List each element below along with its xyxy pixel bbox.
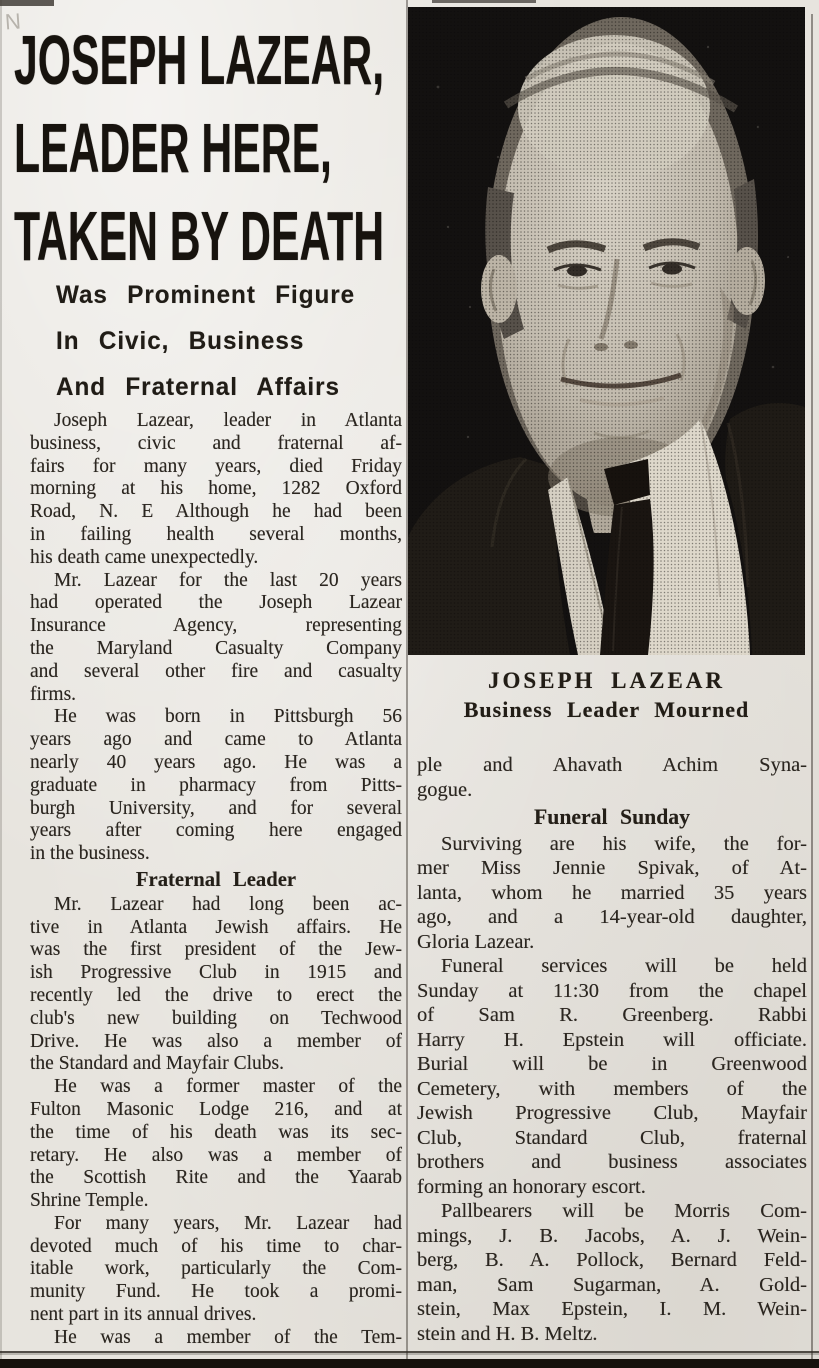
text-line: burgh University, and for several xyxy=(30,797,402,819)
paragraph xyxy=(30,1213,402,1327)
text-line: man, Sam Sugarman, A. Gold- xyxy=(417,1273,807,1296)
text-line: Fulton Masonic Lodge 216, and at xyxy=(30,1098,402,1120)
text-line: Jewish Progressive Club, Mayfair xyxy=(417,1102,807,1124)
text-line: was the first president of the Jew- xyxy=(30,939,402,961)
right-edge-rule xyxy=(811,14,813,1360)
portrait-photo-svg xyxy=(408,7,805,655)
text-line: itable work, particularly the Com- xyxy=(30,1258,402,1280)
headline-line: LEADER HERE, xyxy=(14,109,332,187)
text-line: Funeral services will be held xyxy=(441,955,807,977)
section-heading: Funeral Sunday xyxy=(533,805,691,829)
bottom-thin-rule xyxy=(0,1351,819,1353)
text-line: Cemetery, with members of the xyxy=(417,1077,807,1100)
text-line: the Scottish Rite and the Yaarab xyxy=(30,1167,402,1189)
text-line: in failing health several months, xyxy=(30,523,402,545)
text-line: Gloria Lazear. xyxy=(417,930,535,953)
scan-smudge xyxy=(0,0,54,6)
text-line: devoted much of his time to char- xyxy=(30,1235,402,1257)
subheadline-line: In Civic, Business xyxy=(56,327,305,355)
left-edge-rule xyxy=(0,0,2,1368)
text-line: Mr. Lazear had long been ac- xyxy=(54,893,402,915)
text-line: stein, Max Epstein, I. M. Wein- xyxy=(417,1298,807,1320)
text-line: the time of his death was its sec- xyxy=(30,1121,402,1143)
text-line: Road, N. E Although he had been xyxy=(30,501,402,523)
bottom-thick-rule xyxy=(0,1359,819,1368)
text-line: Harry H. Epstein will officiate. xyxy=(417,1028,807,1051)
text-line: lanta, whom he married 35 years xyxy=(417,881,807,904)
text-line: ple and Ahavath Achim Syna- xyxy=(417,754,807,776)
text-line: Sunday at 11:30 from the chapel xyxy=(417,979,807,1002)
paragraph xyxy=(30,570,402,707)
text-line: Surviving are his wife, the for- xyxy=(441,832,807,855)
subheadline-line: And Fraternal Affairs xyxy=(56,373,340,401)
text-line: fairs for many years, died Friday xyxy=(30,455,402,477)
headline-line: TAKEN BY DEATH xyxy=(14,197,385,275)
text-line: ish Progressive Club in 1915 and xyxy=(30,962,402,984)
text-line: brothers and business associates xyxy=(417,1151,807,1173)
paragraph xyxy=(417,832,807,955)
text-line: firms. xyxy=(30,683,77,705)
text-line: Drive. He was also a member of xyxy=(30,1030,402,1052)
text-line: Joseph Lazear, leader in Atlanta xyxy=(54,410,402,431)
subheadline-line: Was Prominent Figure xyxy=(56,281,356,309)
photo-caption xyxy=(408,668,805,723)
text-line: tive in Atlanta Jewish affairs. He xyxy=(30,916,402,938)
text-line: Mr. Lazear for the last 20 years xyxy=(54,569,402,591)
headline xyxy=(14,16,406,280)
text-line: ago, and a 14-year-old daughter, xyxy=(417,906,807,928)
text-line: Club, Standard Club, fraternal xyxy=(417,1126,807,1149)
text-line: Insurance Agency, representing xyxy=(30,615,402,637)
text-line: business, civic and fraternal af- xyxy=(30,432,402,454)
paragraph xyxy=(417,954,807,1199)
text-line: berg, B. A. Pollock, Bernard Feld- xyxy=(417,1249,807,1271)
text-line: For many years, Mr. Lazear had xyxy=(54,1212,402,1234)
text-line: retary. He also was a member of xyxy=(30,1144,402,1166)
paragraph xyxy=(30,706,402,866)
text-line: mer Miss Jennie Spivak, of At- xyxy=(417,857,807,879)
paragraph xyxy=(30,410,402,570)
text-line: mings, J. B. Jacobs, A. J. Wein- xyxy=(417,1224,807,1247)
caption-name: JOSEPH LAZEAR xyxy=(487,668,726,693)
paragraph xyxy=(30,894,402,1076)
text-line: had operated the Joseph Lazear xyxy=(30,592,402,614)
text-line: years after coming here engaged xyxy=(30,820,402,842)
text-line: and several other fire and casualty xyxy=(30,660,402,682)
text-line: of Sam R. Greenberg. Rabbi xyxy=(417,1004,807,1026)
text-line: graduate in pharmacy from Pitts- xyxy=(30,774,402,796)
paragraph xyxy=(417,1199,807,1346)
portrait-photo xyxy=(408,7,805,655)
text-line: forming an honorary escort. xyxy=(417,1175,646,1198)
text-line: Burial will be in Greenwood xyxy=(417,1053,807,1075)
text-line: stein and H. B. Meltz. xyxy=(417,1322,598,1345)
text-line: in the business. xyxy=(30,843,150,865)
headline-line: JOSEPH LAZEAR, xyxy=(14,21,385,99)
text-line: the Maryland Casualty Company xyxy=(30,637,402,659)
text-line: the Standard and Mayfair Clubs. xyxy=(30,1053,284,1075)
text-line: Shrine Temple. xyxy=(30,1190,149,1212)
paragraph xyxy=(417,753,807,802)
text-line: his death came unexpectedly. xyxy=(30,546,259,568)
text-line: club's new building on Techwood xyxy=(30,1007,402,1029)
text-line: years ago and came to Atlanta xyxy=(30,729,402,751)
text-line: nearly 40 years ago. He was a xyxy=(30,751,402,773)
article-body-left xyxy=(30,410,402,1350)
text-line: nent part in its annual drives. xyxy=(30,1304,257,1326)
section-heading: Fraternal Leader xyxy=(135,868,297,891)
paragraph xyxy=(30,1076,402,1213)
caption-subtitle: Business Leader Mourned xyxy=(463,697,750,722)
text-line: munity Fund. He took a promi- xyxy=(30,1281,402,1303)
text-line: gogue. xyxy=(417,778,473,801)
text-line: He was a former master of the xyxy=(54,1076,402,1098)
text-line: He was a member of the Tem- xyxy=(54,1326,402,1348)
scan-tick-line xyxy=(432,0,536,3)
paragraph xyxy=(30,1327,402,1350)
article-body-right xyxy=(417,753,807,1346)
text-line: He was born in Pittsburgh 56 xyxy=(54,706,402,728)
text-line: recently led the drive to erect the xyxy=(30,984,402,1006)
scan-watermark: N xyxy=(4,8,22,35)
subheadline xyxy=(56,272,406,410)
text-line: morning at his home, 1282 Oxford xyxy=(30,478,402,500)
text-line: Pallbearers will be Morris Com- xyxy=(441,1200,807,1222)
